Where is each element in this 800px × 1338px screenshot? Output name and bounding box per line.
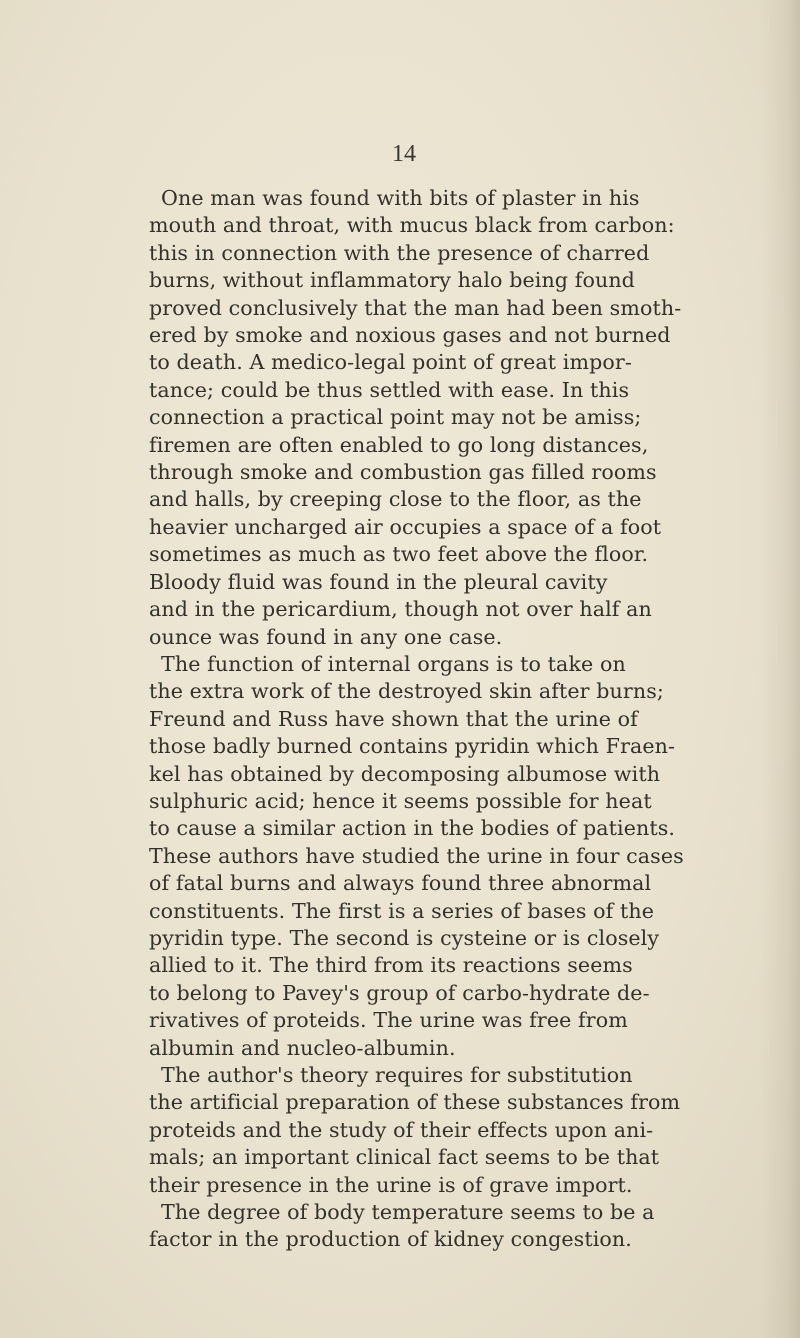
text-line: pyridin type. The second is cysteine or is closely — [149, 925, 660, 950]
body-text — [149, 185, 789, 1254]
text-line: The function of internal organs is to take on — [161, 651, 626, 676]
text-line: The author's theory requires for substitution — [161, 1063, 633, 1087]
text-line: Bloody fluid was found in the pleural cavity — [149, 569, 608, 594]
text-line: Freund and Russ have shown that the urine of — [149, 706, 638, 731]
text-line: to death. A medico-legal point of great impor- — [149, 350, 632, 375]
text-line: heavier uncharged air occupies a space of a foot — [149, 514, 662, 539]
text-line: These authors have studied the urine in four cases — [149, 843, 684, 868]
text-line: sulphuric acid; hence it seems possible for heat — [149, 788, 652, 813]
text-line: One man was found with bits of plaster in his — [161, 186, 640, 210]
page-number: 14 — [392, 141, 416, 167]
text-line: mouth and throat, with mucus black from carbon: — [149, 213, 675, 238]
text-line: through smoke and combustion gas filled rooms — [149, 460, 657, 485]
text-line: rivatives of proteids. The urine was free from — [149, 1008, 628, 1033]
text-line: the artificial preparation of these substances from — [149, 1090, 681, 1115]
text-line: connection a practical point may not be amiss; — [149, 405, 642, 430]
text-line: albumin and nucleo-albumin. — [149, 1035, 456, 1060]
text-line: to cause a similar action in the bodies of patients. — [149, 816, 676, 841]
text-line: proteids and the study of their effects upon ani- — [149, 1117, 654, 1142]
text-line: to belong to Pavey's group of carbo-hydrate de- — [149, 980, 650, 1005]
text-line: and halls, by creeping close to the floor, as the — [149, 487, 642, 512]
text-line: of fatal burns and always found three abnormal — [149, 871, 652, 896]
text-line: those badly burned contains pyridin which Fraen- — [149, 734, 676, 759]
text-line: burns, without inflammatory halo being found — [149, 268, 635, 293]
text-line: allied to it. The third from its reactions seems — [149, 953, 633, 978]
text-line: mals; an important clinical fact seems to be that — [149, 1145, 660, 1170]
text-line: tance; could be thus settled with ease. In this — [149, 377, 630, 402]
text-line: constituents. The first is a series of bases of the — [149, 898, 655, 923]
text-line: factor in the production of kidney congestion. — [149, 1227, 632, 1252]
text-line: ered by smoke and noxious gases and not burned — [149, 323, 671, 348]
text-line: firemen are often enabled to go long distances, — [149, 432, 649, 457]
text-line: proved conclusively that the man had been smoth- — [149, 295, 682, 320]
text-line: and in the pericardium, though not over half an — [149, 597, 652, 622]
text-line: this in connection with the presence of charred — [149, 240, 650, 265]
text-line: ounce was found in any one case. — [149, 624, 503, 649]
text-line: kel has obtained by decomposing albumose with — [149, 761, 661, 786]
text-line: The degree of body temperature seems to be a — [161, 1200, 655, 1225]
text-line: sometimes as much as two feet above the floor. — [149, 542, 649, 567]
text-line: their presence in the urine is of grave import. — [149, 1172, 633, 1197]
text-line: the extra work of the destroyed skin after burns; — [149, 679, 664, 704]
